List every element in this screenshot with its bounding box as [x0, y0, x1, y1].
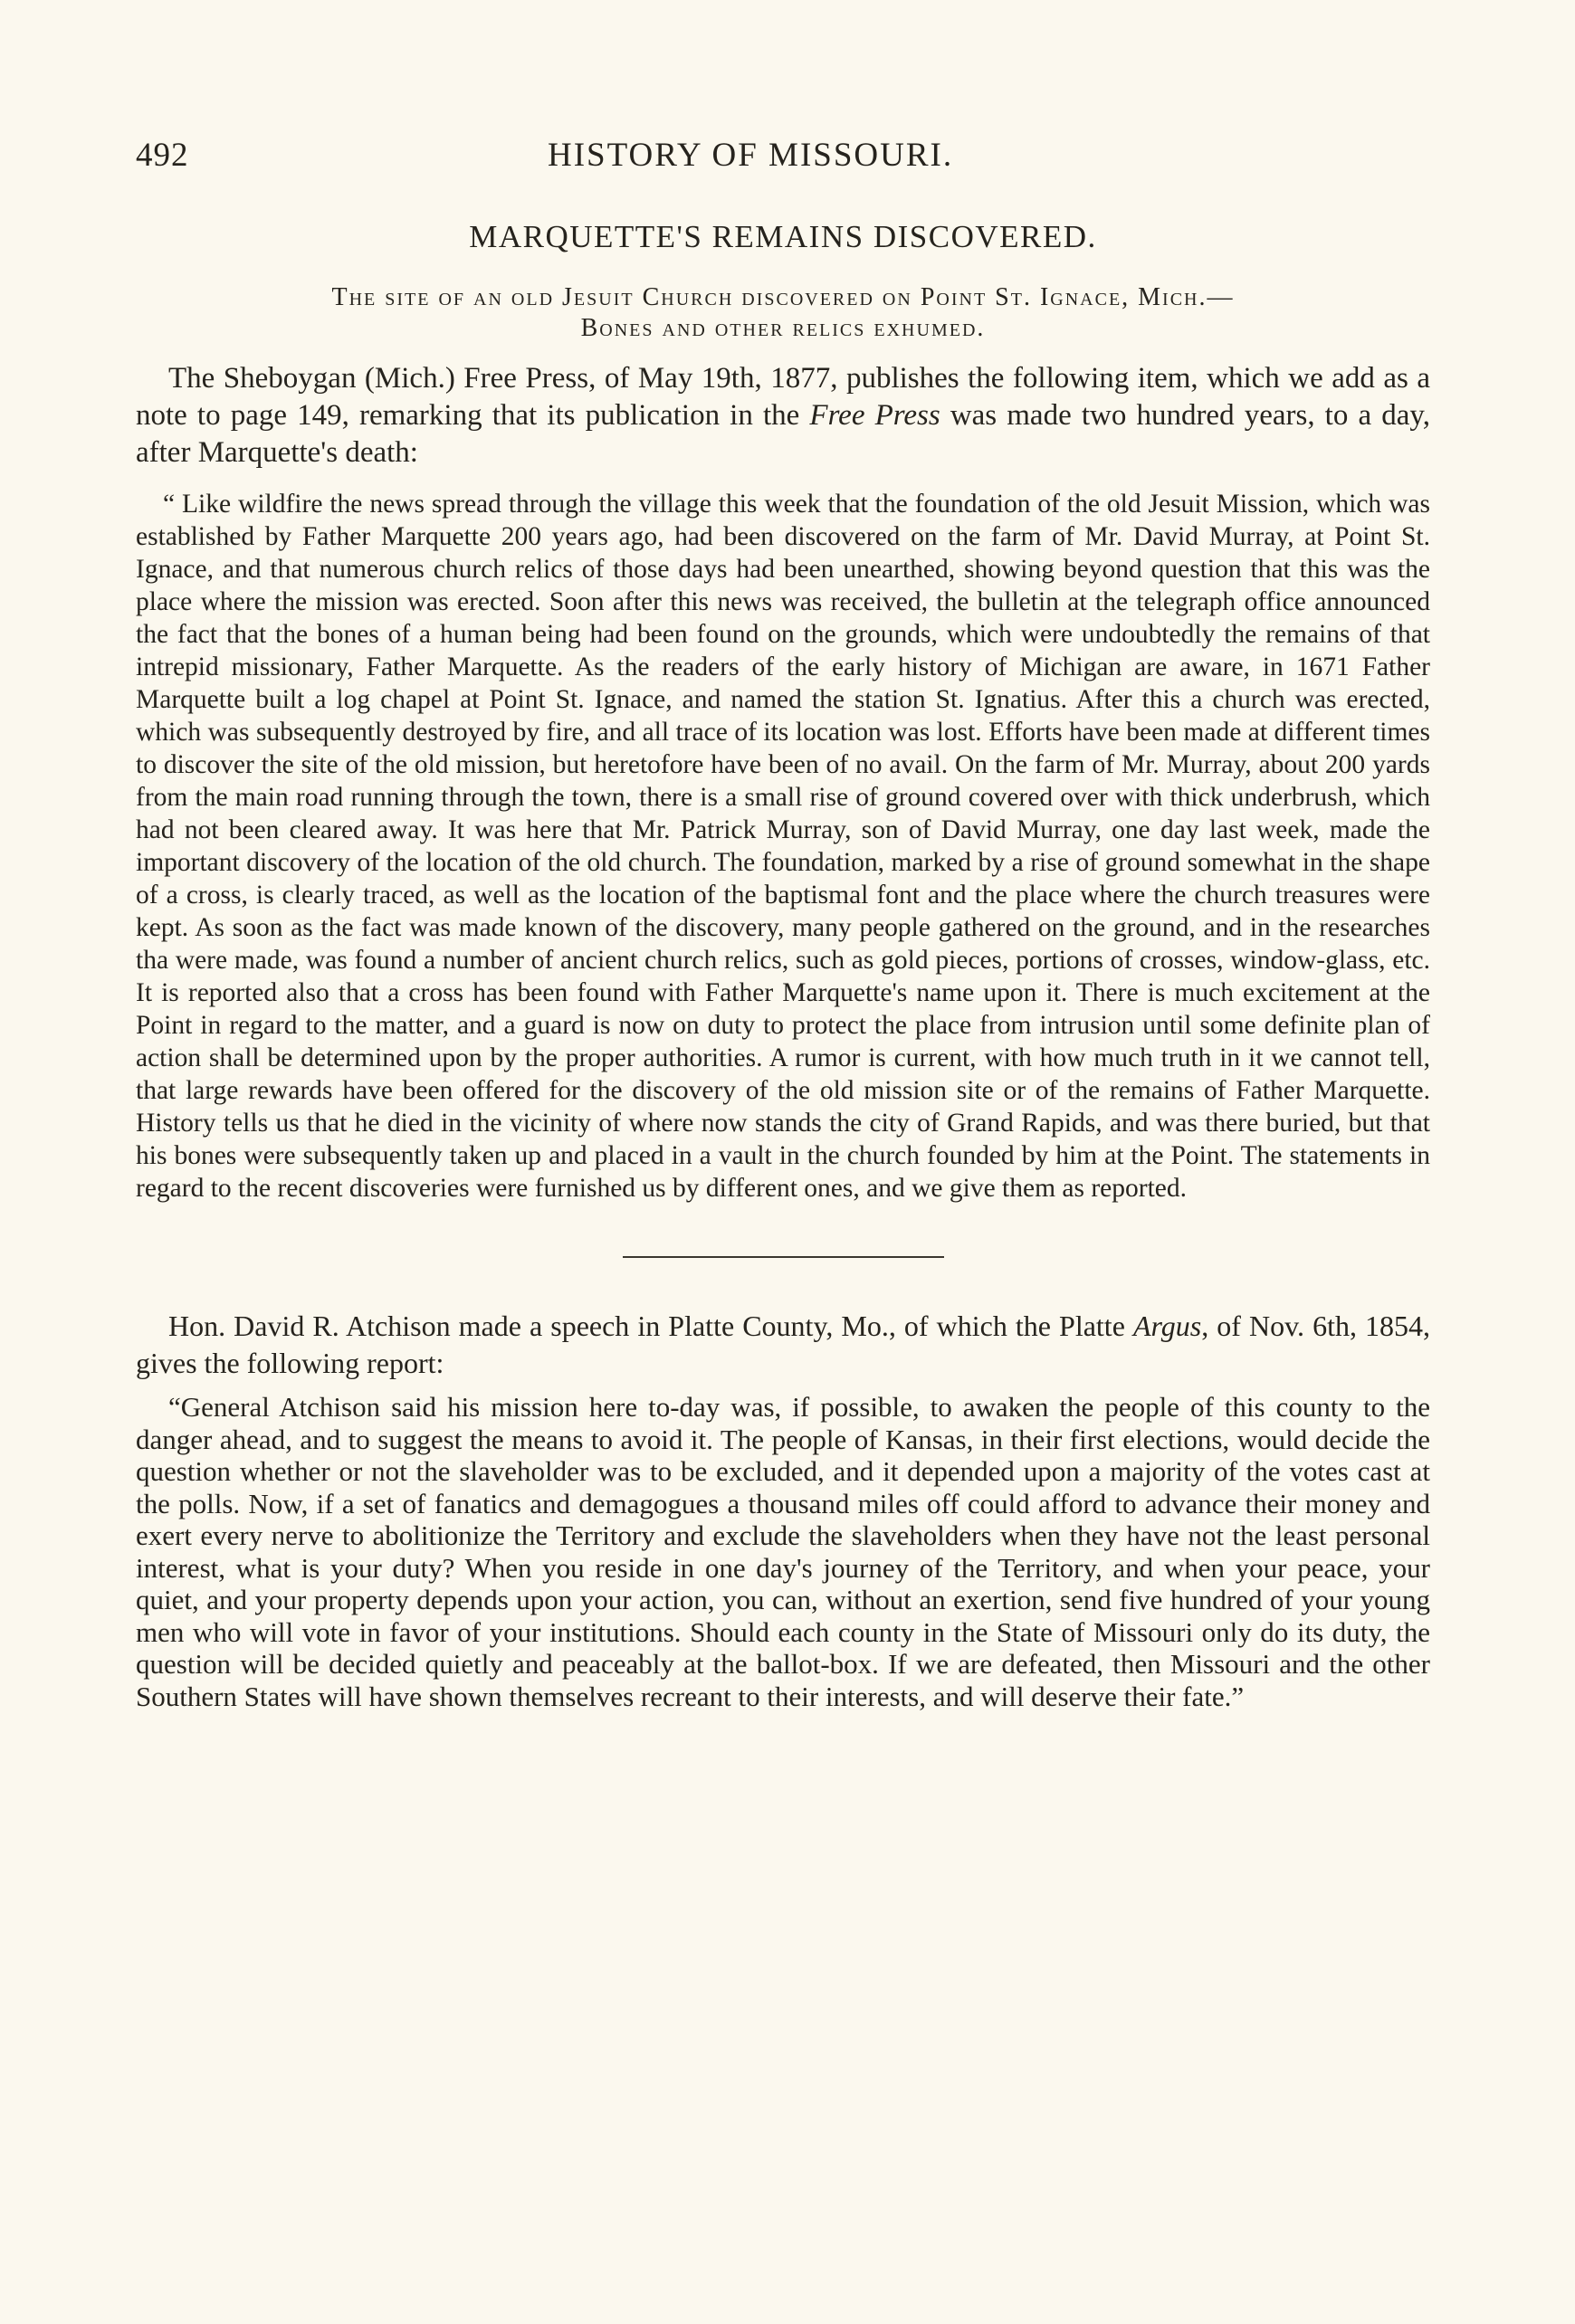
article-title: MARQUETTE'S REMAINS DISCOVERED. — [469, 219, 1097, 254]
subhead-line-1: The site of an old Jesuit Church discovered on Point St. Ignace, Mich.— — [331, 283, 1235, 311]
article-intro-paragraph — [136, 360, 1430, 471]
book-page — [136, 136, 1430, 1712]
speech-intro-paragraph — [136, 1308, 1430, 1382]
running-title: HISTORY OF MISSOURI. — [548, 137, 954, 174]
page-number: 492 — [136, 137, 189, 174]
speech-intro-start: Hon. David R. Atchison made a speech in Platte County, Mo., of which the Platte — [168, 1310, 1133, 1342]
intro-publication-name: Free Press — [809, 399, 940, 432]
running-header — [136, 136, 1430, 183]
subhead-line-2: Bones and other relics exhumed. — [580, 314, 986, 342]
speech-publication-name: Argus — [1132, 1310, 1202, 1342]
speech-intro-end: , of Nov. 6th, 1854, gives the following report: — [136, 1310, 1431, 1379]
section-divider — [623, 1256, 944, 1258]
speech-quoted-report: “General Atchison said his mission here to-day was, if possible, to awaken the people of this county to the danger ahead, and to suggest the means to avoid it. The people of Kansas, in their first elections, would decide the question whether or not the slaveholder was to be excluded, and it depended upon a majority of the votes cast at the polls. Now, if a set of fanatics and demagogues a thousand miles off could afford to advance their money and exert every nerve to abolitionize the Territory and exclude the slaveholders when they have not the least personal interest, what is your duty? When you reside in one day's journey of the Territory, and when your peace, your quiet, and your property depends upon your action, you can, without an exertion, send five hundred of your young men who will vote in favor of your institutions. Should each county in the State of Missouri only do its duty, the question will be decided quietly and peaceably at the ballot-box. If we are defeated, then Missouri and the other Southern States will have shown themselves recreant to their interests, and will deserve their fate.” — [136, 1391, 1430, 1712]
article-subhead — [136, 282, 1430, 344]
intro-text-start: The Sheboygan (Mich.) Free Press, of May 19th, 1877, publishes the following item, which we add as a note to page 149, remarking that its publication in the — [136, 362, 1430, 432]
article-quoted-report: “ Like wildfire the news spread through the village this week that the foundation of the old Jesuit Mission, which was established by Father Marquette 200 years ago, had been discovered on the farm of Mr. David Murray, at Point St. Ignace, and that numerous church relics of those days had been unearthed, showing beyond question that this was the place where the mission was erected. Soon after this news was received, the bulletin at the telegraph office announced the fact that the bones of a human being had been found on the grounds, which were undoubtedly the remains of that intrepid missionary, Father Marquette. As the readers of the early history of Michigan are aware, in 1671 Father Marquette built a log chapel at Point St. Ignace, and named the station St. Ignatius. After this a church was erected, which was subsequently destroyed by fire, and all trace of its location was lost. Efforts have been made at different times to discover the site of the old mission, but heretofore have been of no avail. On the farm of Mr. Murray, about 200 yards from the main road running through the town, there is a small rise of ground covered over with thick underbrush, which had not been cleared away. It was here that Mr. Patrick Murray, son of David Murray, one day last week, made the important discovery of the location of the old church. The foundation, marked by a rise of ground somewhat in the shape of a cross, is clearly traced, as well as the location of the baptismal font and the place where the church treasures were kept. As soon as the fact was made known of the discovery, many people gathered on the ground, and in the researches tha were made, was found a number of ancient church relics, such as gold pieces, portions of crosses, window-glass, etc. It is reported also that a cross has been found with Father Marquette's name upon it. There is much excitement at the Point in regard to the matter, and a guard is now on duty to protect the place from intrusion until some definite plan of action shall be determined upon by the proper authorities. A rumor is current, with how much truth in it we cannot tell, that large rewards have been offered for the discovery of the old mission site or of the remains of Father Marquette. History tells us that he died in the vicinity of where now stands the city of Grand Rapids, and was there buried, but that his bones were subsequently taken up and placed in a vault in the church founded by him at the Point. The statements in regard to the recent discoveries were furnished us by different ones, and we give them as reported. — [136, 490, 1430, 1203]
intro-text-end: was made two hundred years, to a day, after Marquette's death: — [136, 399, 1430, 469]
